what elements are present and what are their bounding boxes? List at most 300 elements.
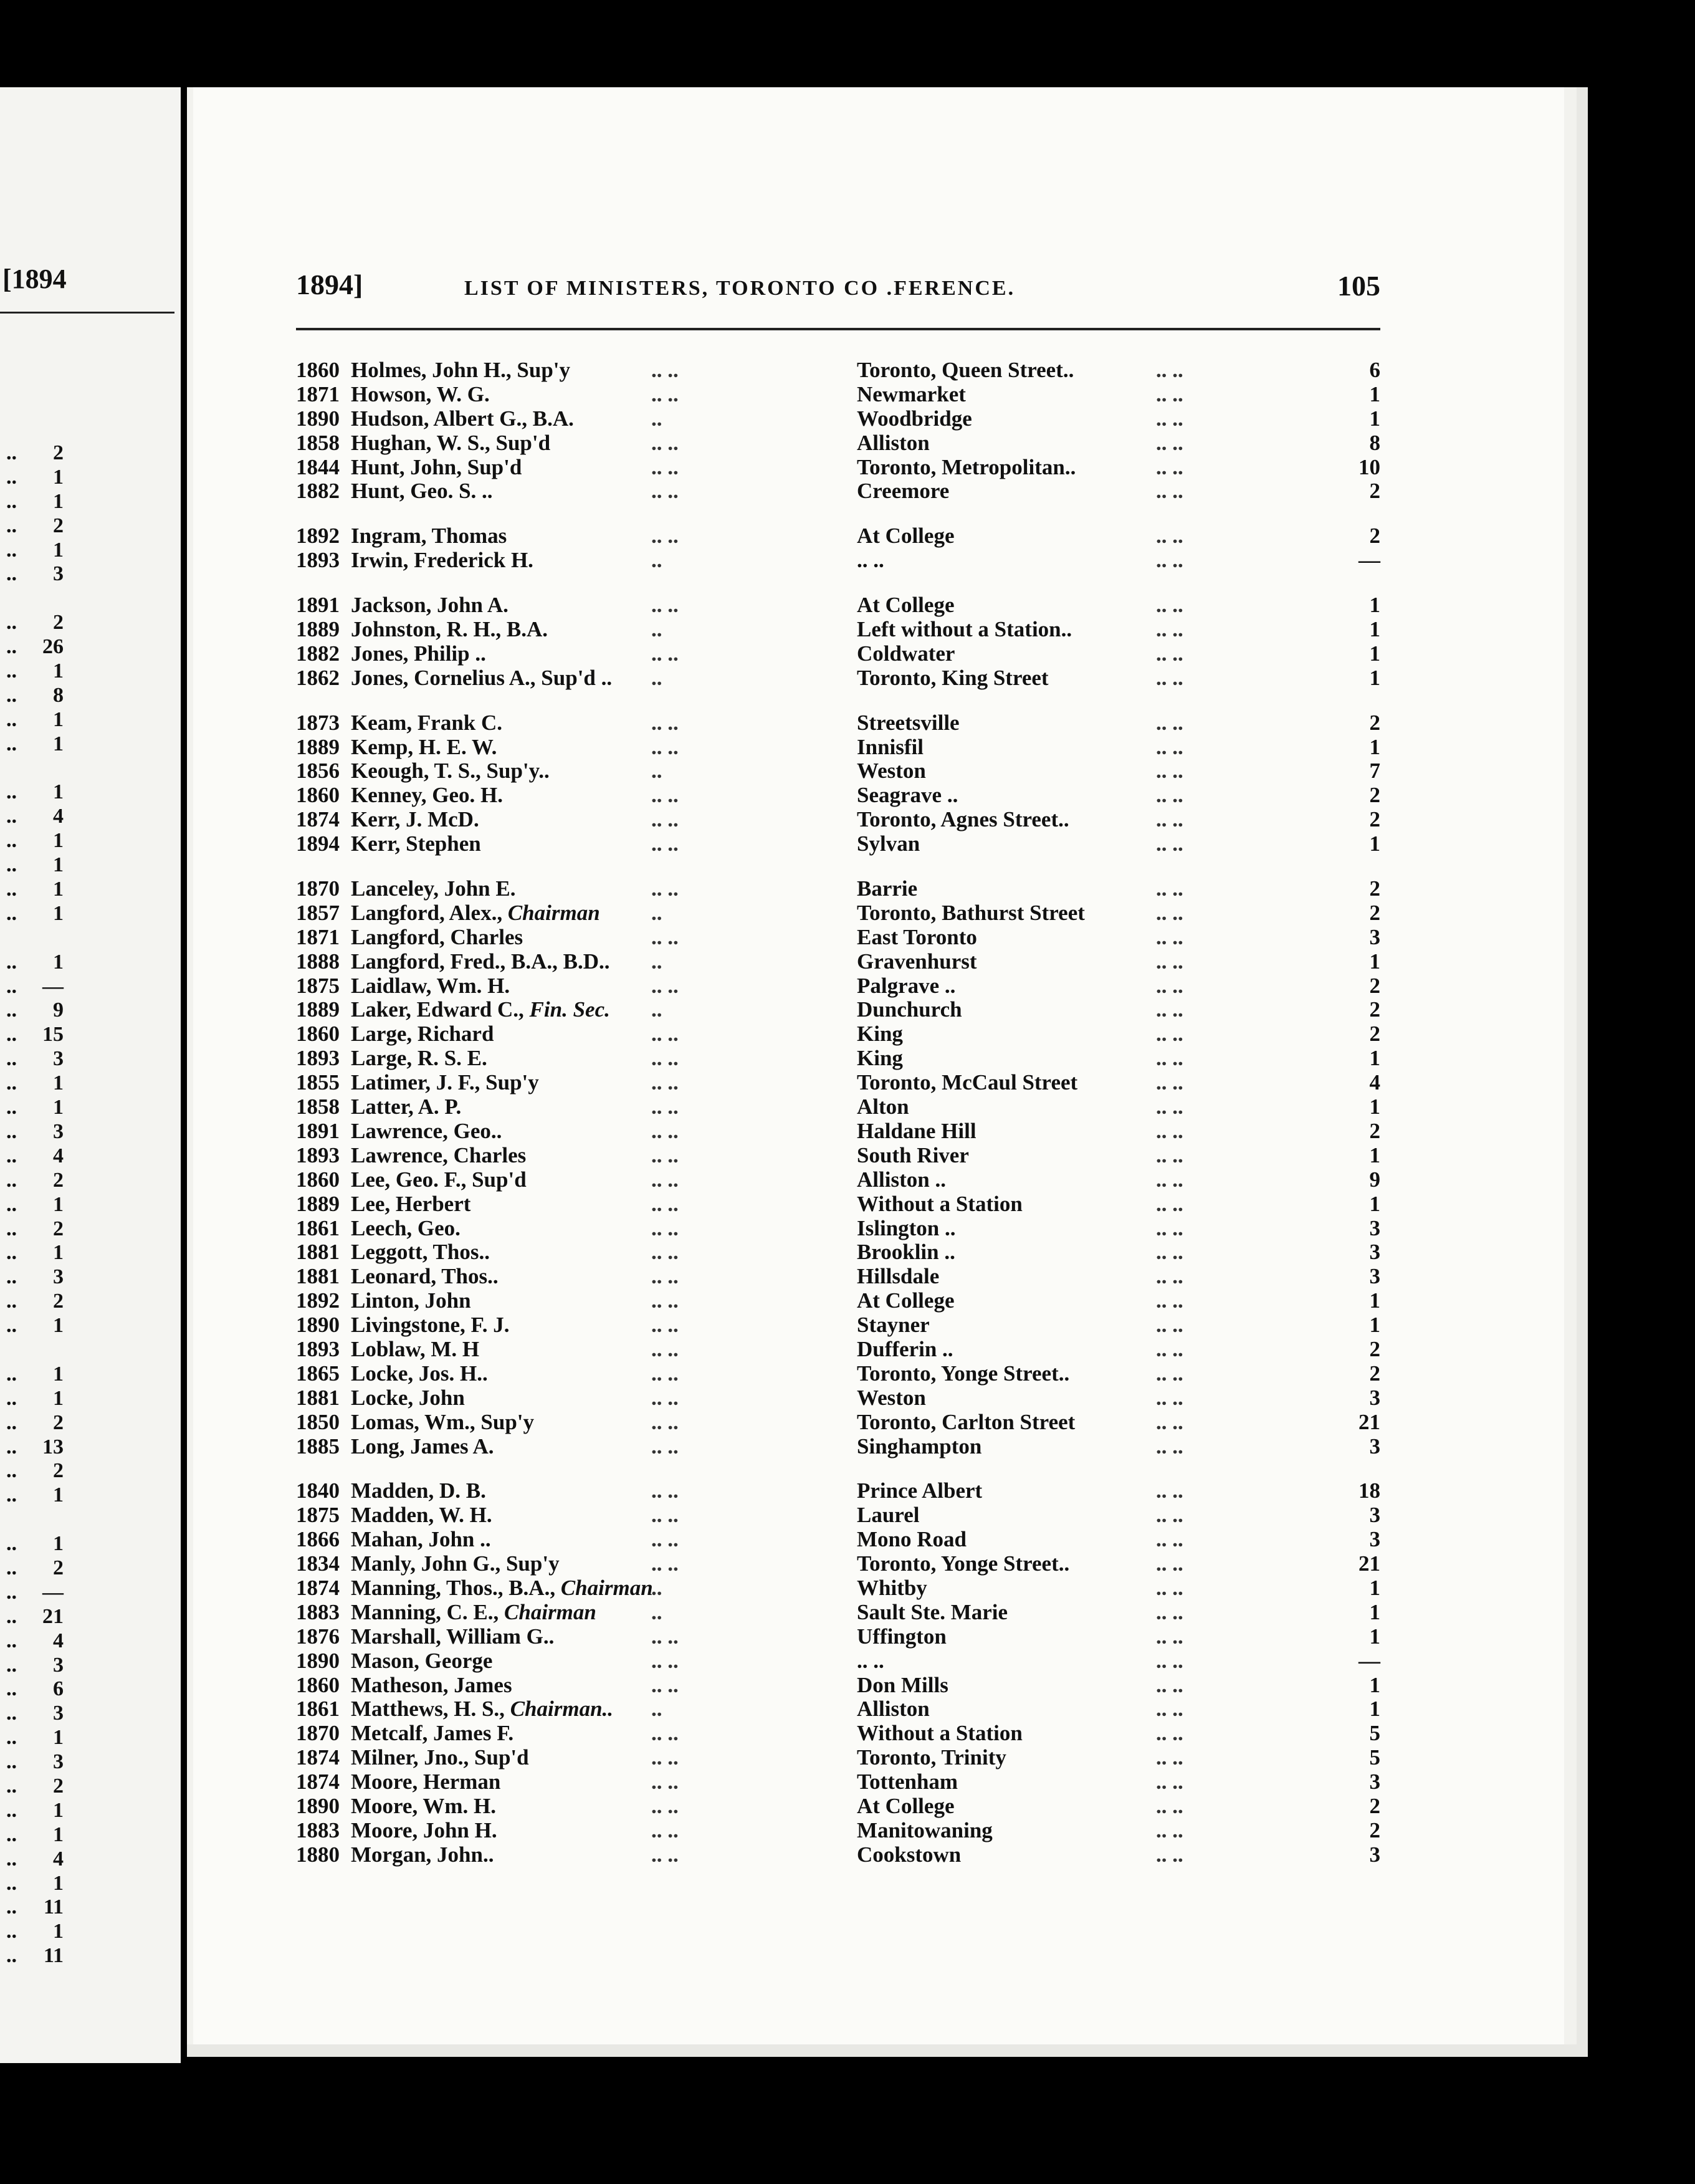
leader-dots: .. ..: [651, 1672, 679, 1697]
leader-dots: .. ..: [651, 1288, 679, 1313]
minister-row: [296, 901, 1380, 926]
minister-name: Locke, Jos. H..: [351, 1361, 488, 1386]
entry-year: 1860: [296, 783, 340, 808]
entry-year: 1850: [296, 1409, 340, 1434]
entry-year: 1870: [296, 876, 340, 901]
leader-dots: ..: [6, 950, 17, 974]
station-name: King: [857, 1046, 903, 1071]
leader-dots: .. ..: [651, 734, 679, 759]
entry-year: 1875: [296, 973, 340, 998]
station-name: Toronto, Carlton Street: [857, 1409, 1076, 1434]
minister-name-cell: [351, 1625, 554, 1649]
leader-dots: ..: [6, 1290, 17, 1313]
left-count-row: [0, 1265, 181, 1290]
leader-dots: .. ..: [651, 593, 679, 618]
station-name: Whitby: [857, 1575, 927, 1600]
leader-dots: ..: [6, 1023, 17, 1046]
header-year: 1894]: [296, 269, 363, 300]
left-count-value: 1: [53, 1532, 64, 1556]
leader-dots: ..: [6, 1798, 17, 1822]
leader-dots: .. ..: [651, 454, 679, 479]
leader-dots: .. ..: [1156, 1503, 1183, 1528]
minister-name: Manning, Thos., B.A.,: [351, 1575, 561, 1600]
minister-row: [296, 358, 1380, 383]
leader-dots: ..: [6, 1047, 17, 1071]
minister-row: [296, 618, 1380, 642]
minister-name-cell: [351, 479, 493, 504]
entry-year: 1861: [296, 1215, 340, 1240]
minister-name-cell: [351, 1819, 497, 1843]
leader-dots: .. ..: [651, 381, 679, 406]
leader-dots: ..: [651, 900, 662, 925]
leader-dots: .. ..: [1156, 1361, 1183, 1386]
entry-year: 1856: [296, 759, 340, 783]
leader-dots: .. ..: [1156, 973, 1183, 998]
leader-dots: .. ..: [1156, 593, 1183, 618]
years-count: 5: [1369, 1721, 1380, 1746]
years-count: 1: [1369, 1697, 1380, 1722]
minister-name: Kerr, J. McD.: [351, 807, 479, 832]
minister-row: [296, 1217, 1380, 1241]
left-count-row: [0, 780, 181, 805]
leader-dots: ..: [6, 974, 17, 998]
minister-name: Lee, Geo. F., Sup'd: [351, 1167, 527, 1192]
left-count-row: [0, 684, 181, 708]
minister-row: [296, 998, 1380, 1022]
minister-name: Manning, C. E.,: [351, 1599, 505, 1624]
minister-row: [296, 1144, 1380, 1168]
minister-name-cell: [351, 926, 523, 950]
leader-dots: ..: [651, 1599, 662, 1624]
leader-dots: .. ..: [1156, 1118, 1183, 1143]
left-count-row: [0, 466, 181, 490]
entry-year: 1870: [296, 1721, 340, 1746]
leader-dots: ..: [6, 562, 17, 586]
station-name: Gravenhurst: [857, 949, 977, 974]
left-count-row: [0, 1895, 181, 1920]
leader-dots: .. ..: [1156, 1264, 1183, 1289]
entry-year: 1860: [296, 358, 340, 382]
minister-name: Mason, George: [351, 1648, 493, 1673]
minister-name-cell: [351, 877, 515, 901]
entry-year: 1891: [296, 1118, 340, 1143]
leader-dots: .. ..: [1156, 1215, 1183, 1240]
left-count-value: 3: [53, 1653, 64, 1677]
station-name: Without a Station: [857, 1191, 1023, 1216]
leader-dots: .. ..: [1156, 1818, 1183, 1842]
station-name: Alliston ..: [857, 1167, 946, 1192]
left-count-value: 1: [53, 1071, 64, 1095]
minister-row: [296, 1722, 1380, 1746]
minister-row: [296, 1192, 1380, 1217]
years-count: 2: [1369, 900, 1380, 925]
station-name: Sylvan: [857, 831, 920, 856]
left-count-row: [0, 1920, 181, 1944]
leader-dots: .. ..: [1156, 1770, 1183, 1794]
minister-row: [296, 711, 1380, 735]
station-name: Coldwater: [857, 641, 955, 666]
entry-year: 1871: [296, 381, 340, 406]
minister-row: [296, 759, 1380, 783]
station-name: Islington ..: [857, 1215, 956, 1240]
minister-row: [296, 1265, 1380, 1289]
station-name: Barrie: [857, 876, 918, 901]
station-name: Toronto, King Street: [857, 665, 1049, 690]
leader-dots: .. ..: [651, 1842, 679, 1867]
entry-year: 1860: [296, 1022, 340, 1046]
minister-name-cell: [351, 593, 508, 618]
minister-name-cell: [351, 1022, 494, 1046]
minister-row: [296, 1770, 1380, 1794]
years-count: 2: [1369, 1022, 1380, 1046]
leader-dots: ..: [6, 514, 17, 537]
entry-year: 1883: [296, 1818, 340, 1842]
left-count-value: 11: [43, 1895, 64, 1919]
letter-group: [296, 593, 1380, 691]
left-count-value: 1: [53, 1871, 64, 1895]
left-count-row: [0, 1872, 181, 1896]
left-count-row: [0, 951, 181, 975]
left-count-value: 1: [53, 853, 64, 877]
left-page-rule: [0, 312, 174, 314]
leader-dots: .. ..: [1156, 1046, 1183, 1071]
station-name: Cookstown: [857, 1842, 962, 1867]
station-name: Stayner: [857, 1313, 930, 1338]
minister-row: [296, 735, 1380, 760]
entry-year: 1874: [296, 1575, 340, 1600]
years-count: 1: [1369, 949, 1380, 974]
leader-dots: ..: [6, 1556, 17, 1579]
leader-dots: .. ..: [1156, 734, 1183, 759]
entry-year: 1890: [296, 1313, 340, 1338]
leader-dots: .. ..: [1156, 1478, 1183, 1503]
left-count-value: 4: [53, 1847, 64, 1870]
years-count: —: [1358, 548, 1380, 573]
letter-group: [296, 524, 1380, 573]
leader-dots: .. ..: [651, 1648, 679, 1673]
left-count-value: 13: [42, 1435, 64, 1458]
left-count-row: [0, 1023, 181, 1047]
minister-name-cell: [351, 1095, 461, 1119]
entry-year: 1876: [296, 1624, 340, 1649]
minister-name: Livingstone, F. J.: [351, 1313, 510, 1338]
minister-name: Kenney, Geo. H.: [351, 783, 504, 808]
years-count: 4: [1369, 1070, 1380, 1095]
minister-name-cell: [351, 1674, 512, 1698]
leader-dots: .. ..: [1156, 1672, 1183, 1697]
left-count-value: 3: [53, 562, 64, 586]
leader-dots: .. ..: [1156, 1385, 1183, 1410]
years-count: 1: [1369, 1142, 1380, 1167]
minister-name: Leech, Geo.: [351, 1215, 461, 1240]
leader-dots: .. ..: [651, 1167, 679, 1192]
leader-dots: ..: [6, 1871, 17, 1895]
years-count: 7: [1369, 759, 1380, 783]
station-name: .. ..: [857, 548, 884, 573]
minister-name: Laidlaw, Wm. H.: [351, 973, 510, 998]
years-count: 3: [1369, 1215, 1380, 1240]
minister-name-cell: [351, 1843, 494, 1867]
left-count-row: [0, 1483, 181, 1508]
leader-dots: ..: [6, 1265, 17, 1289]
minister-name-cell: [351, 1362, 488, 1386]
entry-year: 1893: [296, 1046, 340, 1071]
entry-year: 1861: [296, 1697, 340, 1722]
entry-year: 1890: [296, 1648, 340, 1673]
station-name: .. ..: [857, 1648, 884, 1673]
minister-name: Leonard, Thos..: [351, 1264, 499, 1289]
left-count-row: [0, 1144, 181, 1169]
minister-name: Milner, Jno., Sup'd: [351, 1745, 529, 1770]
years-count: 3: [1369, 1240, 1380, 1265]
leader-dots: ..: [6, 1217, 17, 1240]
entry-year: 1844: [296, 454, 340, 479]
leader-dots: ..: [651, 997, 662, 1022]
left-count-value: 2: [53, 1290, 64, 1313]
minister-name: Locke, John: [351, 1385, 465, 1410]
entry-year: 1873: [296, 710, 340, 735]
left-count-value: 1: [53, 1386, 64, 1410]
station-name: Manitowaning: [857, 1818, 993, 1842]
minister-name-cell: [351, 456, 522, 480]
minister-name: Matthews, H. S.,: [351, 1697, 510, 1722]
header-title: LIST OF MINISTERS, TORONTO CO .FERENCE.: [464, 277, 1016, 300]
leader-dots: ..: [651, 665, 662, 690]
leader-dots: ..: [6, 1386, 17, 1410]
left-count-value: 1: [53, 1362, 64, 1386]
leader-dots: ..: [6, 1653, 17, 1677]
leader-dots: .. ..: [651, 1721, 679, 1746]
minister-name-cell: [351, 1435, 494, 1459]
leader-dots: .. ..: [651, 1191, 679, 1216]
left-count-value: 1: [53, 465, 64, 489]
minister-name: Manly, John G., Sup'y: [351, 1551, 560, 1576]
left-count-value: 2: [53, 611, 64, 635]
left-count-row: [0, 1532, 181, 1556]
minister-name-cell: [351, 1722, 513, 1746]
leader-dots: ..: [6, 805, 17, 828]
leader-dots: .. ..: [1156, 1022, 1183, 1046]
entry-year: 1891: [296, 593, 340, 618]
entry-year: 1894: [296, 831, 340, 856]
leader-dots: ..: [6, 1629, 17, 1652]
leader-dots: ..: [6, 1822, 17, 1846]
left-count-row: [0, 1847, 181, 1872]
left-count-value: 9: [53, 999, 64, 1022]
minister-row: [296, 1819, 1380, 1843]
leader-dots: .. ..: [1156, 381, 1183, 406]
left-count-row: [0, 1677, 181, 1702]
office-title: Fin. Sec.: [529, 997, 610, 1022]
left-count-value: 1: [53, 1822, 64, 1846]
left-count-value: 8: [53, 683, 64, 707]
leader-dots: .. ..: [651, 479, 679, 504]
left-count-row: [0, 611, 181, 635]
minister-name-cell: [351, 783, 503, 808]
station-name: East Toronto: [857, 924, 977, 949]
minister-name: Moore, John H.: [351, 1818, 497, 1842]
years-count: 10: [1358, 454, 1380, 479]
entry-year: 1858: [296, 430, 340, 455]
leader-dots: .. ..: [1156, 1575, 1183, 1600]
left-count-row: [0, 1363, 181, 1387]
years-count: 6: [1369, 358, 1380, 382]
minister-name-cell: [351, 642, 486, 666]
left-count-row: [0, 1654, 181, 1678]
running-header: [296, 268, 1380, 312]
minister-row: [296, 926, 1380, 950]
minister-name: Latter, A. P.: [351, 1094, 462, 1119]
leader-dots: .. ..: [651, 807, 679, 832]
leader-dots: .. ..: [651, 1336, 679, 1361]
leader-dots: ..: [6, 1410, 17, 1434]
left-count-row: [0, 1071, 181, 1096]
left-count-value: 1: [53, 732, 64, 755]
minister-name: Holmes, John H., Sup'y: [351, 358, 571, 382]
leader-dots: ..: [6, 1096, 17, 1119]
station-name: Sault Ste. Marie: [857, 1599, 1008, 1624]
leader-dots: .. ..: [1156, 1336, 1183, 1361]
leader-dots: ..: [651, 406, 662, 431]
minister-name-cell: [351, 950, 610, 974]
minister-name: Laker, Edward C.,: [351, 997, 530, 1022]
left-count-row: [0, 805, 181, 829]
minister-name: Langford, Charles: [351, 924, 523, 949]
minister-row: [296, 1625, 1380, 1649]
minister-row: [296, 950, 1380, 974]
minister-name-cell: [351, 735, 497, 760]
years-count: 1: [1369, 406, 1380, 431]
years-count: 2: [1369, 1336, 1380, 1361]
left-count-row: [0, 902, 181, 926]
entry-year: 1865: [296, 1361, 340, 1386]
leader-dots: ..: [6, 878, 17, 901]
minister-row: [296, 1674, 1380, 1698]
minister-row: [296, 1649, 1380, 1674]
minister-name-cell: [351, 1046, 487, 1071]
minister-row: [296, 1289, 1380, 1313]
leader-dots: ..: [6, 1847, 17, 1870]
minister-row: [296, 1528, 1380, 1552]
leader-dots: .. ..: [1156, 1434, 1183, 1458]
minister-name: Large, Richard: [351, 1022, 494, 1046]
office-title: Chairman: [560, 1575, 653, 1600]
years-count: 2: [1369, 1793, 1380, 1818]
left-count-row: [0, 562, 181, 587]
leader-dots: ..: [6, 1314, 17, 1338]
minister-row: [296, 1362, 1380, 1386]
minister-row: [296, 1386, 1380, 1410]
years-count: 21: [1358, 1551, 1380, 1576]
leader-dots: ..: [6, 465, 17, 489]
leader-dots: .. ..: [1156, 949, 1183, 974]
minister-row: [296, 1410, 1380, 1435]
left-count-row: [0, 1823, 181, 1847]
leader-dots: ..: [6, 853, 17, 877]
left-page-edge: [0, 87, 181, 2063]
station-name: Alliston: [857, 430, 930, 455]
entry-year: 1874: [296, 1770, 340, 1794]
left-count-row: [0, 1799, 181, 1823]
leader-dots: .. ..: [1156, 1288, 1183, 1313]
letter-group: [296, 358, 1380, 504]
years-count: —: [1358, 1648, 1380, 1673]
years-count: 1: [1369, 1191, 1380, 1216]
years-count: 3: [1369, 1434, 1380, 1458]
leader-dots: ..: [651, 1697, 662, 1722]
minister-name-cell: [351, 1313, 509, 1338]
leader-dots: .. ..: [651, 1094, 679, 1119]
left-count-value: 1: [53, 707, 64, 731]
minister-row: [296, 1338, 1380, 1362]
minister-name-cell: [351, 759, 550, 783]
station-name: Prince Albert: [857, 1478, 983, 1503]
minister-name: Jones, Cornelius A., Sup'd ..: [351, 665, 613, 690]
letter-group: [296, 1479, 1380, 1867]
years-count: 1: [1369, 1046, 1380, 1071]
office-title: Chairman..: [510, 1697, 614, 1722]
leader-dots: .. ..: [1156, 665, 1183, 690]
entry-year: 1857: [296, 900, 340, 925]
left-count-value: 1: [53, 1192, 64, 1216]
entry-year: 1893: [296, 1336, 340, 1361]
minister-name-cell: [351, 524, 507, 548]
minister-name-cell: [351, 711, 502, 735]
minister-name: Langford, Fred., B.A., B.D..: [351, 949, 610, 974]
leader-dots: ..: [6, 1483, 17, 1507]
minister-name-cell: [351, 1265, 499, 1289]
years-count: 2: [1369, 1118, 1380, 1143]
years-count: 3: [1369, 1527, 1380, 1552]
station-name: Alliston: [857, 1697, 930, 1722]
leader-dots: ..: [6, 659, 17, 683]
entry-year: 1889: [296, 734, 340, 759]
minister-name-cell: [351, 998, 610, 1022]
leader-dots: .. ..: [1156, 1648, 1183, 1673]
left-count-value: 3: [53, 1265, 64, 1289]
left-count-value: 2: [53, 1774, 64, 1798]
station-name: Haldane Hill: [857, 1118, 976, 1143]
left-count-value: 4: [53, 1629, 64, 1652]
left-count-row: [0, 757, 181, 781]
years-count: 2: [1369, 973, 1380, 998]
entry-year: 1889: [296, 617, 340, 642]
leader-dots: .. ..: [1156, 1070, 1183, 1095]
left-count-row: [0, 1556, 181, 1581]
left-count-row: [0, 999, 181, 1023]
left-count-value: 1: [53, 1314, 64, 1338]
years-count: 2: [1369, 479, 1380, 504]
leader-dots: ..: [651, 1575, 662, 1600]
minister-name-cell: [351, 1479, 486, 1503]
entry-year: 1889: [296, 997, 340, 1022]
left-count-value: 2: [53, 514, 64, 537]
station-name: Hillsdale: [857, 1264, 940, 1289]
letter-group: [296, 877, 1380, 1458]
entry-year: 1834: [296, 1551, 340, 1576]
entry-year: 1885: [296, 1434, 340, 1458]
years-count: 2: [1369, 807, 1380, 832]
station-name: Singhampton: [857, 1434, 982, 1458]
leader-dots: .. ..: [651, 1478, 679, 1503]
letter-group: [296, 711, 1380, 856]
leader-dots: .. ..: [1156, 1551, 1183, 1576]
left-count-value: 3: [53, 1702, 64, 1725]
leader-dots: ..: [6, 1604, 17, 1628]
left-count-row: [0, 853, 181, 878]
leader-dots: .. ..: [651, 1385, 679, 1410]
minister-row: [296, 666, 1380, 691]
